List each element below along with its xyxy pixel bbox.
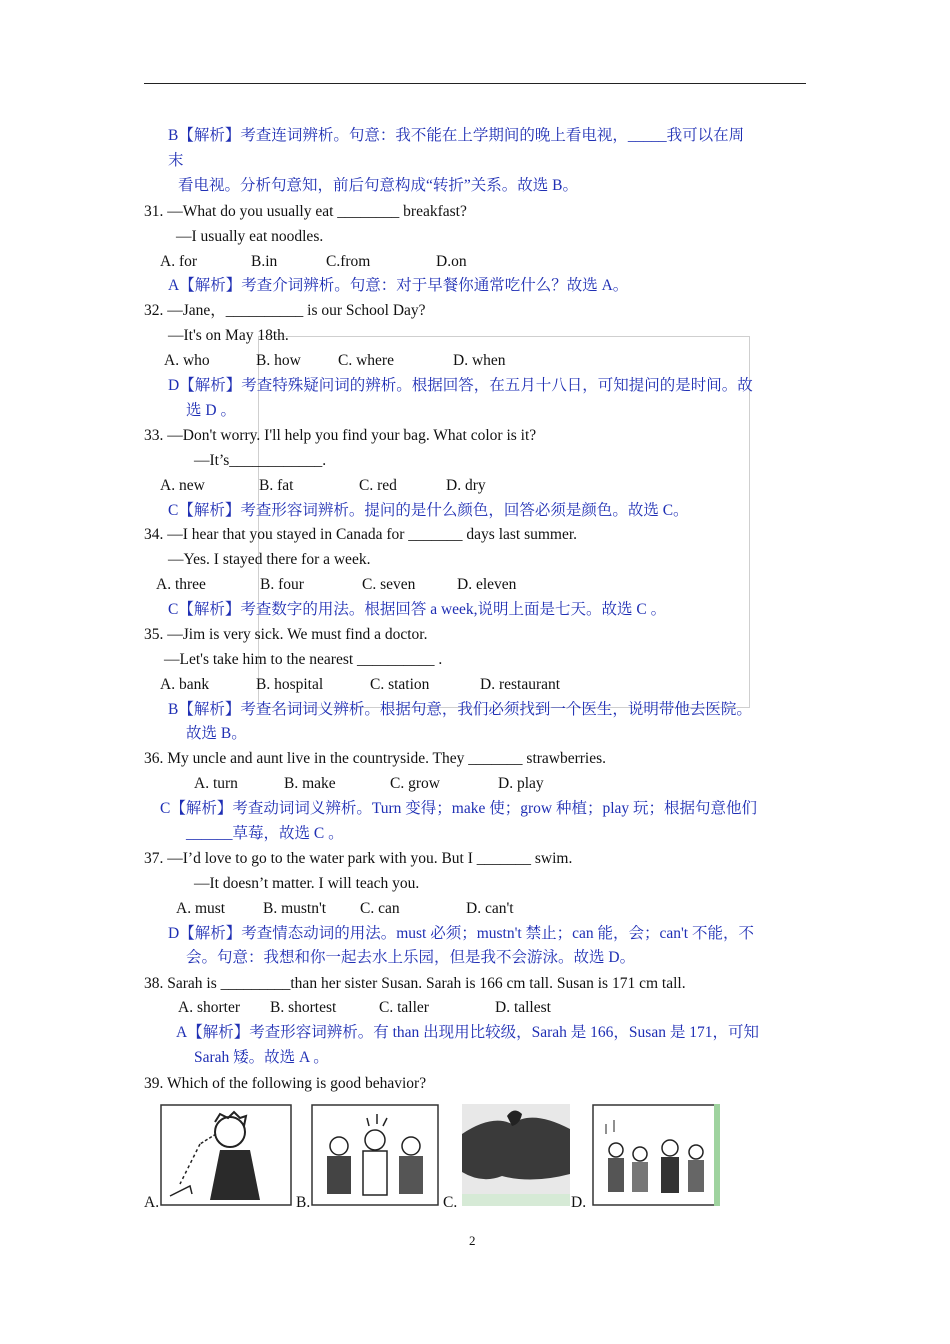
- answer-36-line2: ______草莓，故选 C 。: [186, 825, 344, 842]
- dark-scene-illustration: [462, 1104, 570, 1206]
- q39-picture-b: [311, 1104, 439, 1206]
- q37-option-a: A. must: [176, 900, 226, 917]
- q36-option-d: D. play: [498, 775, 544, 792]
- q31-option-d: D.on: [436, 253, 467, 270]
- q33-option-b: B. fat: [259, 477, 294, 494]
- answer-30-line3: 看电视。分析句意知，前后句意构成“转折”关系。故选 B。: [178, 177, 578, 194]
- q39-picture-d: [592, 1104, 720, 1206]
- question-35-reply: —Let's take him to the nearest __________ .: [164, 651, 443, 668]
- q36-option-b: B. make: [284, 775, 336, 792]
- q37-option-c: C. can: [360, 900, 400, 917]
- q31-option-b: B.in: [251, 253, 278, 270]
- q38-option-c: C. taller: [379, 999, 429, 1016]
- page-number: 2: [469, 1233, 476, 1248]
- answer-30-line1: B【解析】考查连词辨析。句意：我不能在上学期间的晚上看电视，_____我可以在周: [168, 127, 745, 144]
- q34-option-b: B. four: [260, 576, 304, 593]
- q36-option-c: C. grow: [390, 775, 440, 792]
- header-rule: [144, 83, 806, 84]
- q39-label-d: D.: [571, 1194, 587, 1211]
- question-38: 38. Sarah is _________than her sister Susan. Sarah is 166 cm tall. Susan is 171 cm tall.: [144, 975, 686, 992]
- question-32-reply: —It's on May 18th.: [168, 327, 289, 344]
- q35-option-c: C. station: [370, 676, 430, 693]
- q35-option-d: D. restaurant: [480, 676, 561, 693]
- question-36: 36. My uncle and aunt live in the countryside. They _______ strawberries.: [144, 750, 607, 767]
- q35-option-a: A. bank: [160, 676, 210, 693]
- q36-option-a: A. turn: [194, 775, 238, 792]
- q31-option-c: C.from: [326, 253, 371, 270]
- q33-option-d: D. dry: [446, 477, 486, 494]
- q32-option-a: A. who: [164, 352, 210, 369]
- q32-option-d: D. when: [453, 352, 506, 369]
- answer-32-line2: 选 D 。: [186, 402, 236, 419]
- answer-35-line2: 故选 B。: [186, 725, 247, 742]
- q38-option-a: A. shorter: [178, 999, 240, 1016]
- question-34: 34. —I hear that you stayed in Canada for _______ days last summer.: [144, 526, 578, 543]
- q34-option-a: A. three: [156, 576, 206, 593]
- answer-30-line2: 末: [168, 152, 184, 169]
- answer-37-line1: D【解析】考查情态动词的用法。must 必须；mustn't 禁止；can 能，会；can't 不能，不: [168, 925, 754, 942]
- question-33: 33. —Don't worry. I'll help you find your bag. What color is it?: [144, 427, 537, 444]
- q39-label-c: C.: [443, 1194, 458, 1211]
- answer-33: C【解析】考查形容词辨析。提问的是什么颜色，回答必须是颜色。故选 C。: [168, 502, 689, 519]
- q39-picture-a: [160, 1104, 292, 1206]
- q35-option-b: B. hospital: [256, 676, 324, 693]
- question-32: 32. —Jane，__________ is our School Day?: [144, 302, 426, 319]
- q37-option-d: D. can't: [466, 900, 514, 917]
- q32-option-c: C. where: [338, 352, 394, 369]
- question-31-reply: —I usually eat noodles.: [176, 228, 324, 245]
- answer-38-line1: A【解析】考查形容词辨析。有 than 出现用比较级，Sarah 是 166，Susan 是 171，可知: [176, 1024, 759, 1041]
- question-37: 37. —I’d love to go to the water park with you. But I _______ swim.: [144, 850, 573, 867]
- answer-38-line2: Sarah 矮。故选 A 。: [194, 1049, 329, 1066]
- answer-37-line2: 会。句意：我想和你一起去水上乐园，但是我不会游泳。故选 D。: [186, 949, 636, 966]
- spitting-man-illustration: [160, 1104, 292, 1206]
- q38-option-d: D. tallest: [495, 999, 551, 1016]
- question-39: 39. Which of the following is good behavior?: [144, 1075, 427, 1092]
- q32-option-b: B. how: [256, 352, 301, 369]
- q31-option-a: A. for: [160, 253, 198, 270]
- people-talking-illustration: [311, 1104, 439, 1206]
- answer-31: A【解析】考查介词辨析。句意：对于早餐你通常吃什么？故选 A。: [168, 277, 629, 294]
- question-33-reply: —It’s____________.: [194, 452, 327, 469]
- answer-36-line1: C【解析】考查动词词义辨析。Turn 变得；make 使；grow 种植；play 玩；根据句意他们: [160, 800, 758, 817]
- q33-option-c: C. red: [359, 477, 397, 494]
- q39-label-a: A.: [144, 1194, 160, 1211]
- question-35: 35. —Jim is very sick. We must find a doctor.: [144, 626, 428, 643]
- people-waiting-illustration: [592, 1104, 720, 1206]
- q37-option-b: B. mustn't: [263, 900, 327, 917]
- answer-34: C【解析】考查数字的用法。根据回答 a week,说明上面是七天。故选 C 。: [168, 601, 667, 618]
- answer-32-line1: D【解析】考查特殊疑问词的辨析。根据回答，在五月十八日，可知提问的是时间。故: [168, 377, 753, 394]
- question-31: 31. —What do you usually eat ________ breakfast?: [144, 203, 467, 220]
- question-37-reply: —It doesn’t matter. I will teach you.: [194, 875, 420, 892]
- q34-option-c: C. seven: [362, 576, 416, 593]
- q33-option-a: A. new: [160, 477, 205, 494]
- q39-picture-c: [462, 1104, 570, 1206]
- q38-option-b: B. shortest: [270, 999, 337, 1016]
- question-34-reply: —Yes. I stayed there for a week.: [168, 551, 371, 568]
- answer-35-line1: B【解析】考查名词词义辨析。根据句意，我们必须找到一个医生，说明带他去医院。: [168, 701, 752, 718]
- q39-label-b: B.: [296, 1194, 311, 1211]
- q34-option-d: D. eleven: [457, 576, 517, 593]
